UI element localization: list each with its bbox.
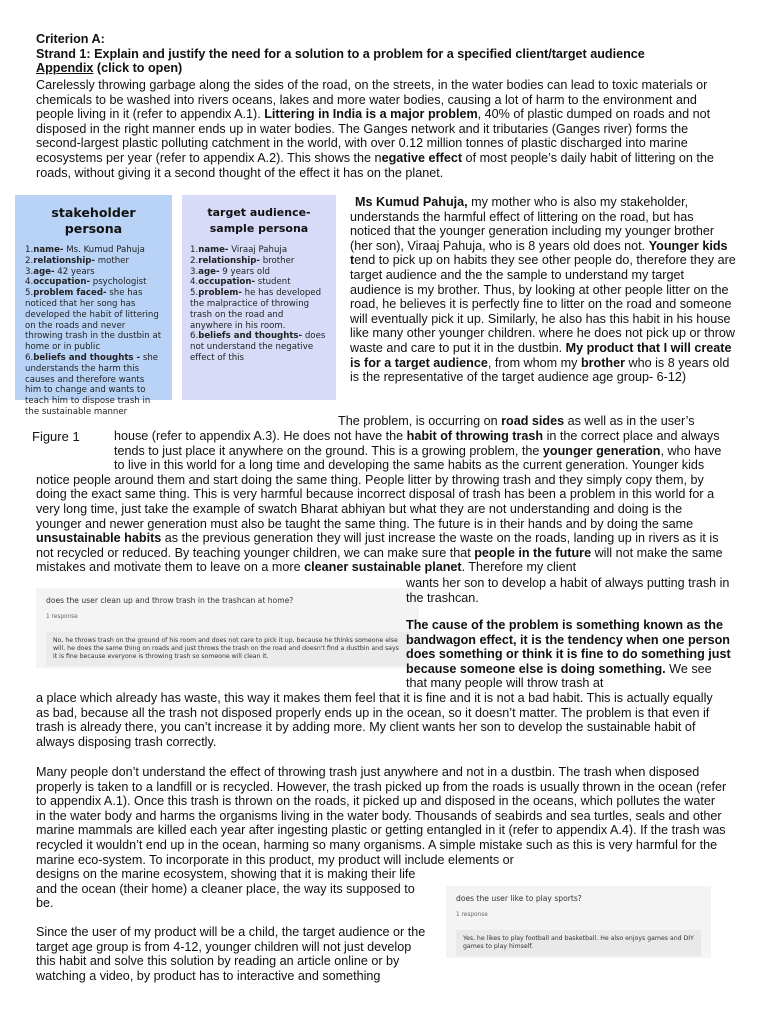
persona-item-label: relationship-	[198, 255, 260, 266]
persona-item-number: 6.	[190, 331, 199, 342]
survey-answer-2: Yes, he likes to play football and basketball. He also enjoys games and DIY games to play himself.	[456, 930, 701, 956]
persona-item	[190, 245, 328, 256]
bandwagon-paragraph-cont: a place which already has waste, this way it makes them feel that it is fine and it is not a bad habit. This is actually equally as bad, because all the trash not disposed properly ends up in the ocean, so it doesn’t matter. The problem is that even if trash is already there, you can’t increase it by adding more. My client wants her son to develop the sustainable habit of always disposing trash correctly.	[36, 691, 713, 749]
persona-item-label: age-	[198, 266, 220, 277]
stakeholder-paragraph: Ms Kumud Pahuja, my mother who is also my stakeholder, understands the harmful effect of littering on the road, but has noticed that the younger generation including my younger brother (her son), Viraaj Pahuja, who is 8 years old does not. Younger kids tend to pick up on habits they see other people do, therefore they are target audience and the the sample to understand my target audience is my brother. Thus, by looking at other people litter on the road, he believes it is perfectly fine to litter on the road and someone will eventually pick it up. Similarly, he also has this habit in his house like many other younger children. where he does not pick up or throw waste and care to put it in the dustbin. My product that I will create is for a target audience, from whom my brother who is 8 years old is the representative of the target audience age group- 6-12)	[350, 195, 736, 385]
persona-item	[190, 331, 328, 363]
persona-item-label: occupation-	[33, 277, 91, 288]
stakeholder-persona-title: stakeholder persona	[51, 205, 136, 236]
persona-item	[190, 256, 328, 267]
persona-item-number: 6.	[25, 352, 34, 363]
audience-persona-title: target audience- sample persona	[207, 206, 311, 235]
marine-paragraph: Many people don’t understand the effect of throwing trash just anywhere and not in a dustbin. The trash when disposed properly is taken to a landfill or is recycled. However, the trash picked up from the roads is usually thrown in the ocean (refer to appendix A.1). Once this trash is thrown on the roads, it picked up and disposed in the oceans, which pollutes the water in the water body and harms the organisms living in the water body. Thousands of seabirds and sea turtles, seals and other marine mammals are killed each year after ingesting plastic or getting entangled in it (refer to appendix A.4). If the trash was recycled it wouldn’t end up in the ocean, harming so many organisms. A simple mistake such as this is very harmful for the marine eco-system. To incorporate in this product, my product will include elements or	[36, 765, 727, 867]
persona-item	[190, 277, 328, 288]
persona-item-number: 5.	[25, 288, 34, 299]
persona-item	[25, 245, 162, 256]
persona-item-value: Ms. Kumud Pahuja	[63, 245, 145, 255]
persona-item-label: age-	[33, 266, 55, 277]
audience-persona-list	[190, 245, 328, 364]
intro-paragraph: Carelessly throwing garbage along the sides of the road, on the streets, in the water bodies can lead to toxic materials or chemicals to be washed into rivers oceans, lakes and more water bodies, causing a lot of harm to the environment and people living in it (refer to appendix A.1). Littering in India is a major problem, 40% of plastic dumped on roads and not disposed in the right manner ends up in water bodies. The Ganges network and it tributaries (Ganges river) forms the second-largest plastic polluting catchment in the world, with over 0.12 million tonnes of plastic discharged into marine ecosystems per year (refer to appendix A.2). This shows the negative effect of most people’s daily habit of littering on the roads, without giving it a second thought of the effect it has on the planet.	[36, 78, 714, 180]
persona-item-value: psychologist	[90, 277, 147, 288]
persona-item-number: 1.	[25, 245, 34, 255]
bandwagon-paragraph: The cause of the problem is something known as the bandwagon effect, it is the tendency when one person does something or think it is fine to do something just because someone else is doing something. We see that many people will throw trash at	[406, 618, 731, 691]
persona-item-number: 3.	[190, 266, 199, 277]
persona-item-number: 5.	[190, 288, 199, 299]
persona-item-value: mother	[95, 255, 129, 266]
persona-item-label: beliefs and thoughts-	[198, 331, 303, 342]
survey-question-2: does the user like to play sports?	[456, 894, 582, 903]
problem-paragraph-line1: The problem, is occurring on road sides as well as in the user’s	[338, 414, 695, 428]
persona-item-value: does not understand the negative effect of this	[190, 331, 326, 363]
persona-item-label: problem faced-	[33, 288, 107, 299]
persona-item	[25, 277, 162, 288]
persona-item-number: 2.	[190, 255, 199, 266]
persona-item-value: she has noticed that her song has developed the habit of littering on the roads and never throwing trash in the dustbin at home or in public	[25, 288, 162, 353]
criterion-heading: Criterion A:	[36, 32, 105, 46]
marine-paragraph-cont: designs on the marine ecosystem, showing that it is making their life and the ocean (their home) a cleaner place, the way its supposed to be.	[36, 867, 416, 911]
survey-answer-1: No, he throws trash on the ground of his room and does not care to pick it up, because he thinks someone else will. he does the same thing on roads and just throws the trash on the road and doesn't find a dustbin and says it is fine because everyone is throwing trash so someone will clean it.	[46, 632, 409, 666]
persona-item-label: name-	[33, 245, 64, 255]
survey-response-count-1: 1 response	[46, 614, 78, 620]
header	[36, 32, 736, 76]
persona-item-number: 4.	[190, 277, 199, 288]
persona-item-value: Viraaj Pahuja	[228, 245, 288, 255]
audience-persona-card	[182, 195, 336, 400]
appendix-link[interactable]: Appendix	[36, 61, 94, 76]
persona-item-value: he has developed the malpractice of throwing trash on the road and anywhere in his room.	[190, 288, 322, 331]
persona-item-value: brother	[260, 255, 295, 266]
persona-item-label: problem-	[198, 288, 242, 299]
figure-caption: Figure 1	[32, 429, 80, 444]
persona-item-number: 1.	[190, 245, 199, 255]
persona-item	[190, 267, 328, 278]
persona-item-label: name-	[198, 245, 229, 255]
persona-item-number: 3.	[25, 266, 34, 277]
survey-response-count-2: 1 response	[456, 912, 488, 918]
persona-item-label: beliefs and thoughts -	[33, 352, 141, 363]
strand-heading: Strand 1: Explain and justify the need for a solution to a problem for a specified client/target audience	[36, 46, 645, 61]
persona-item-label: occupation-	[198, 277, 256, 288]
persona-item	[25, 288, 162, 353]
persona-item-number: 2.	[25, 255, 34, 266]
persona-item-label: relationship-	[33, 255, 95, 266]
stakeholder-persona-card	[15, 195, 172, 417]
persona-item-value: 42 years	[54, 266, 95, 277]
problem-paragraph-indented: house (refer to appendix A.3). He does not have the habit of throwing trash in the correct place and always tends to just place it anywhere on the ground. This is a growing problem, the younger generation, who have to live in this world for a long time and developing the same habits as the current generation. Younger kids notice people around them and start doing the same thing. People litter by throwing trash and they simply copy them, by doing the exact same thing. This is very harmful because incorrect disposal of trash has been a problem in this world for a very long time, just take the example of swatch Bharat abhiyan but what they are not understanding and doing is the younger and newer generation must also be taught the same thing. The future is in their hands and by doing the same unsustainable habits as the previous generation they will just increase the waste on the roads, landing up in rivers as it is not recycled or reduced. By teaching younger children, we can make sure that people in the future will not make the same mistakes and motivate them to leave on a more cleaner sustainable planet. Therefore my client	[36, 429, 723, 575]
appendix-line	[36, 61, 736, 76]
persona-item	[25, 353, 162, 418]
target-age-paragraph: Since the user of my product will be a child, the target audience or the target age group is from 4-12, younger children will not just develop this habit and solve this solution by reading an article online or by watching a video, by product has to interactive and something	[36, 925, 426, 983]
persona-item-value: she understands the harm this causes and therefore wants him to change and wants to teach him to dispose trash in the sustainable manner	[25, 352, 159, 417]
persona-item-number: 4.	[25, 277, 34, 288]
survey-response-card-2	[446, 886, 711, 958]
survey-response-card-1	[36, 588, 419, 668]
persona-item-value: student	[255, 277, 291, 288]
problem-paragraph-cont: wants her son to develop a habit of always putting trash in the trashcan.	[406, 576, 730, 605]
persona-item-value: 9 years old	[219, 266, 270, 277]
persona-item	[190, 288, 328, 331]
stakeholder-persona-list	[25, 245, 162, 418]
persona-item	[25, 256, 162, 267]
persona-item	[25, 267, 162, 278]
appendix-suffix: (click to open)	[93, 61, 183, 76]
survey-question-1: does the user clean up and throw trash in the trashcan at home?	[46, 596, 294, 605]
